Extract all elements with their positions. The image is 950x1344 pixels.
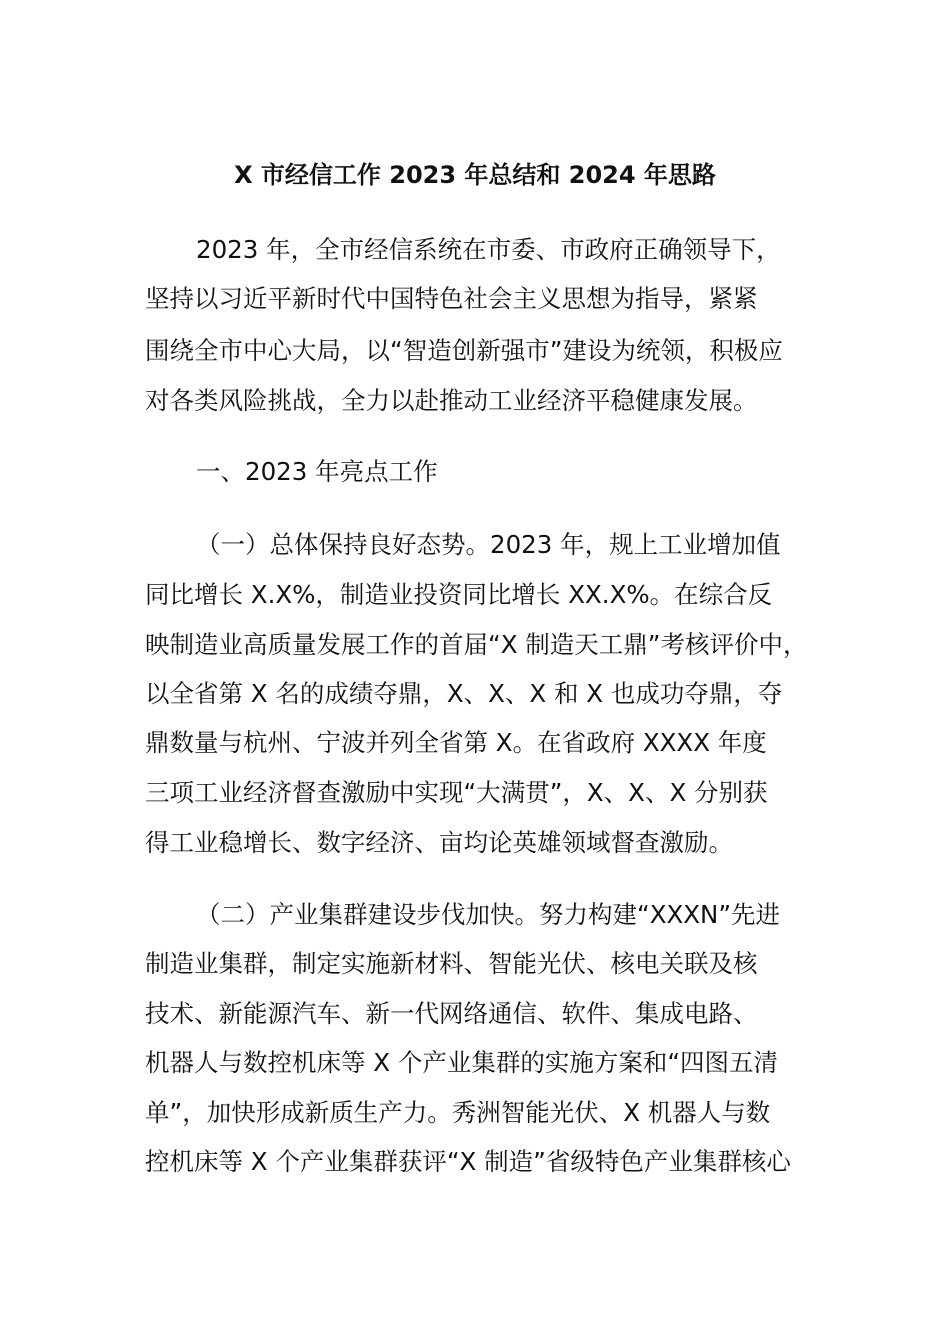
text-line: 一、2023 年亮点工作 bbox=[196, 457, 438, 486]
text-line: 以全省第 X 名的成绩夺鼎，X、X、X 和 X 也成功夺鼎，夺 bbox=[145, 679, 783, 708]
text-line: 制造业集群，制定实施新材料、智能光伏、核电关联及核 bbox=[145, 949, 758, 978]
text-line: 2023 年，全市经信系统在市委、市政府正确领导下， bbox=[196, 235, 781, 264]
text-line: 同比增长 X.X%，制造业投资同比增长 XX.X%。在综合反 bbox=[145, 580, 773, 609]
text-line: （二）产业集群建设步伐加快。努力构建“XXXN”先进 bbox=[196, 900, 781, 929]
text-line: 单”，加快形成新质生产力。秀洲智能光伏、X 机器人与数 bbox=[145, 1098, 771, 1127]
text-line: 对各类风险挑战，全力以赴推动工业经济平稳健康发展。 bbox=[145, 386, 758, 415]
text-line: 三项工业经济督查激励中实现“大满贯”，X、X、X 分别获 bbox=[145, 778, 768, 807]
text-line: 机器人与数控机床等 X 个产业集群的实施方案和“四图五清 bbox=[145, 1048, 779, 1077]
text-line: 坚持以习近平新时代中国特色社会主义思想为指导，紧紧 bbox=[145, 284, 758, 313]
text-line: 映制造业高质量发展工作的首届“X 制造天工鼎”考核评价中， bbox=[145, 630, 808, 659]
text-line: （一）总体保持良好态势。2023 年，规上工业增加值 bbox=[196, 530, 781, 559]
text-line: 围绕全市中心大局，以“智造创新强市”建设为统领，积极应 bbox=[145, 336, 783, 365]
text-line: 技术、新能源汽车、新一代网络通信、软件、集成电路、 bbox=[145, 999, 758, 1028]
text-line: 得工业稳增长、数字经济、亩均论英雄领域督查激励。 bbox=[145, 828, 733, 857]
text-line: 控机床等 X 个产业集群获评“X 制造”省级特色产业集群核心 bbox=[145, 1147, 791, 1176]
document-title: X 市经信工作 2023 年总结和 2024 年思路 bbox=[234, 161, 716, 189]
text-line: 鼎数量与杭州、宁波并列全省第 X。在省政府 XXXX 年度 bbox=[145, 728, 767, 757]
